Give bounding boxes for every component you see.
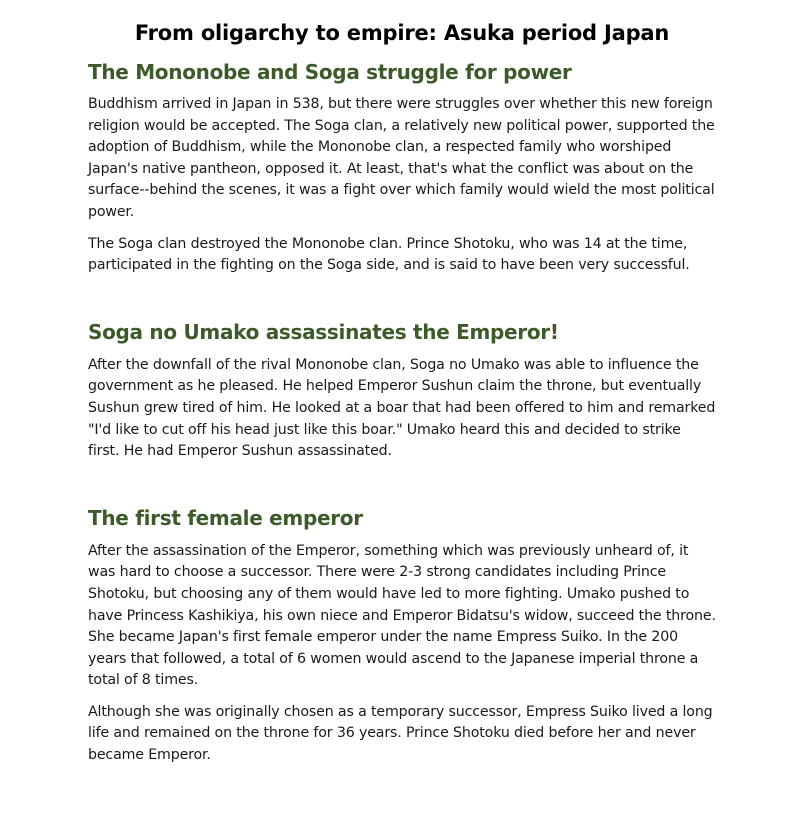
paragraph-buddhism-arrival: Buddhism arrived in Japan in 538, but there were struggles over whether this new foreign religion would be accepted. The Soga clan, a relatively new political power, supported the adoption of Buddhism, while the Mononobe clan, a respected family who worshiped Japan's native pantheon, opposed it. At least, that's what the conflict was about on the surface--behind the scenes, it was a fight over which family would wield the most political power. bbox=[88, 96, 715, 220]
section-heading-umako-assassinates-emperor: Soga no Umako assassinates the Emperor! bbox=[88, 319, 559, 344]
paragraph-empress-suiko-succession: After the assassination of the Emperor, something which was previously unheard of, it was hard to choose a successor. There were 2-3 strong candidates including Prince Shotoku, but choosing any of them would have led to more fighting. Umako pushed to have Princess Kashikiya, his own niece and Emperor Bidatsu's widow, succeed the throne. She became Japan's first female emperor under the name Empress Suiko. In the 200 years that followed, a total of 6 women would ascend to the Japanese imperial throne a total of 8 times. bbox=[88, 542, 716, 689]
document-page bbox=[88, 18, 716, 767]
paragraph-empress-suiko-reign: Although she was originally chosen as a temporary successor, Empress Suiko lived a long life and remained on the throne for 36 years. Prince Shotoku died before her and never became Emperor. bbox=[88, 703, 713, 764]
section-heading-mononobe-soga-struggle: The Mononobe and Soga struggle for power bbox=[88, 60, 572, 84]
section-heading-first-female-emperor: The first female emperor bbox=[88, 505, 363, 530]
paragraph-emperor-sushun: After the downfall of the rival Mononobe clan, Soga no Umako was able to influence the government as he pleased. He helped Emperor Sushun claim the throne, but eventually Sushun grew tired of him. He looked at a boar that had been offered to him and remarked "I'd like to cut off his head just like this boar." Umako heard this and decided to strike first. He had Emperor Sushun assassinated. bbox=[88, 356, 716, 460]
page-title: From oligarchy to empire: Asuka period Japan bbox=[134, 21, 670, 45]
paragraph-soga-destroys-mononobe: The Soga clan destroyed the Mononobe clan. Prince Shotoku, who was 14 at the time, participated in the fighting on the Soga side, and is said to have been very successful. bbox=[88, 235, 690, 274]
